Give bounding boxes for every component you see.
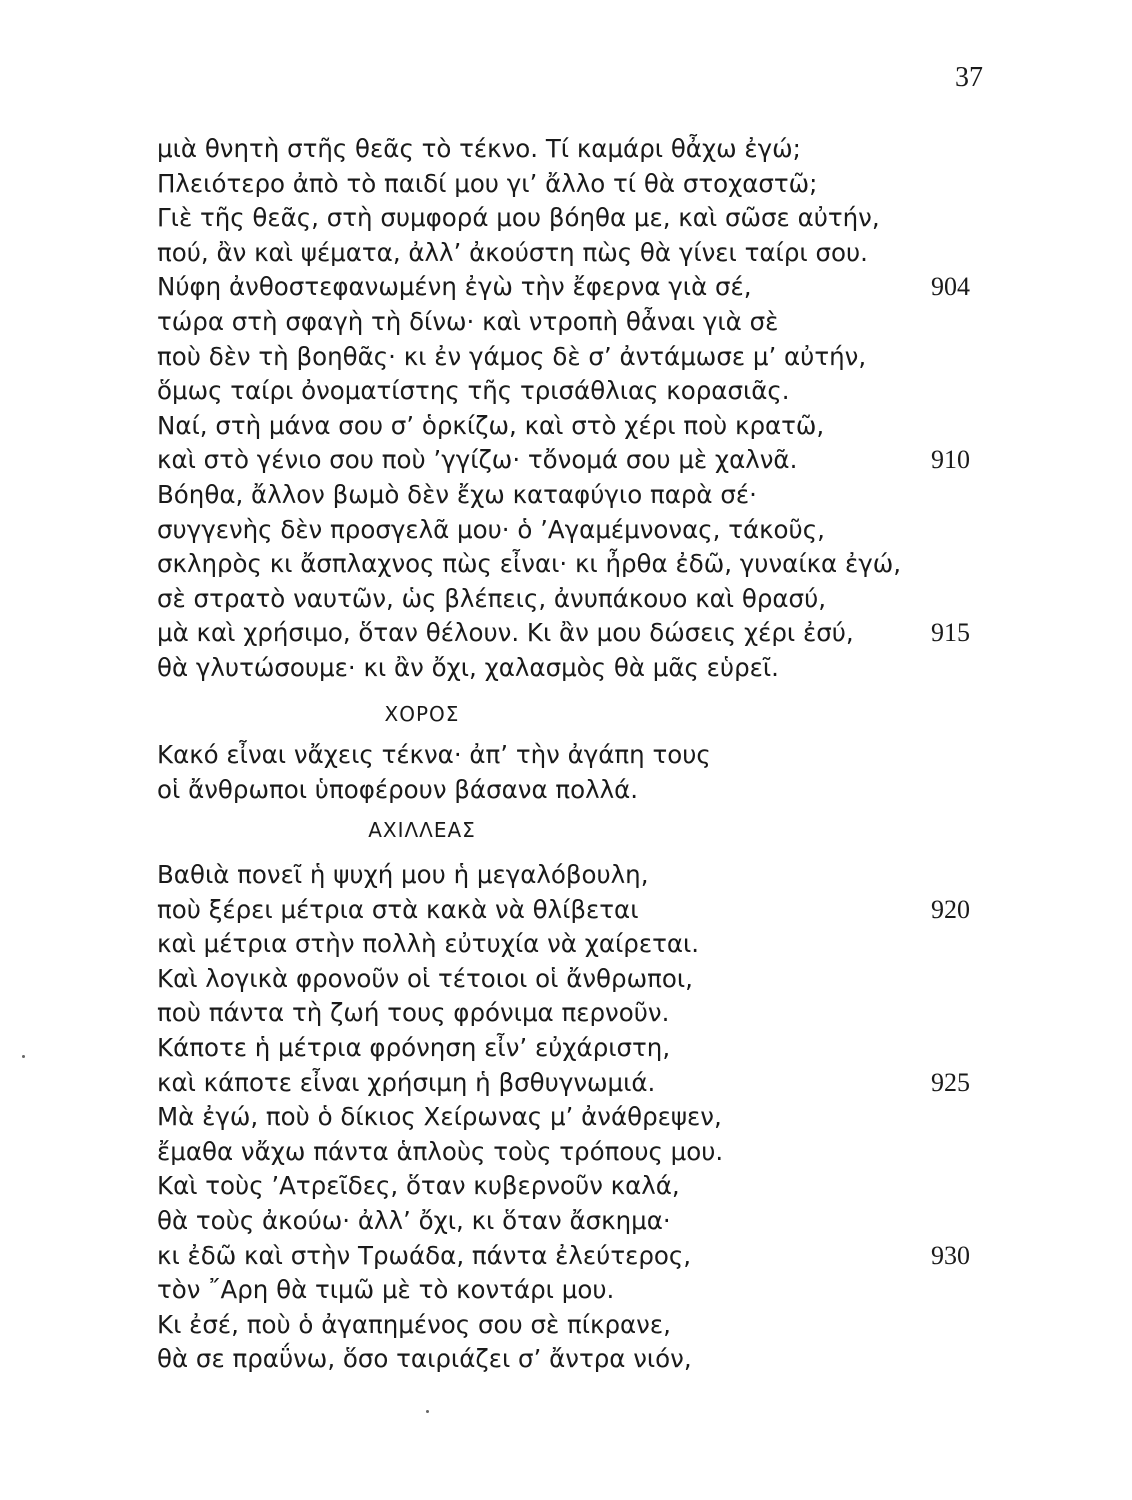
verse-line: [157, 1100, 987, 1135]
verse-line: [157, 443, 987, 478]
page-number: 37: [955, 62, 983, 93]
line-number: 920: [931, 894, 970, 924]
verse-text: συγγενὴς δὲν προσγελᾶ μου· ὁ ’Αγαμέμνονας, τάκοῦς,: [157, 514, 825, 544]
verse-text: ἔμαθα νἄχω πάντα ἁπλοὺς τοὺς τρόπους μου.: [157, 1136, 724, 1166]
verse-line: [157, 409, 987, 444]
verse-text: κι ἐδῶ καὶ στὴν Τρωάδα, πάντα ἐλεύτερος,: [157, 1240, 692, 1270]
verse-line: [157, 340, 987, 375]
verse-line: [157, 201, 987, 236]
verse-line: [157, 1169, 987, 1204]
verse-text: τὸν ῎Αρη θὰ τιμῶ μὲ τὸ κοντάρι μου.: [157, 1275, 615, 1305]
verse-text: Πλειότερο ἀπὸ τὸ παιδί μου γι’ ἄλλο τί θὰ στοχαστῶ;: [157, 168, 818, 198]
speaker-chorus: ΧΟΡΟΣ: [384, 702, 460, 726]
verse-line: [157, 1135, 987, 1170]
verse-text: καὶ στὸ γένιο σου ποὺ ’γγίζω· τὄνομά σου μὲ χαλνᾶ.: [157, 445, 798, 475]
verse-text: ποὺ ξέρει μέτρια στὰ κακὰ νὰ θλίβεται: [157, 894, 639, 924]
verse-text: Κακό εἶναι νἄχεις τέκνα· ἀπ’ τὴν ἀγάπη τους: [157, 740, 711, 769]
stray-mark: [426, 1410, 429, 1413]
verse-text: Γιὲ τῆς θεᾶς, στὴ συμφορά μου βόηθα με, καὶ σῶσε αὐτήν,: [157, 203, 880, 233]
verse-text: θὰ σε πραΰνω, ὅσο ταιριάζει σ’ ἄντρα νιόν,: [157, 1344, 692, 1374]
verse-line: [157, 1031, 987, 1066]
verse-line: [157, 738, 987, 773]
verse-line: [157, 893, 987, 928]
verse-line: [157, 478, 987, 513]
verse-text: ποὺ δὲν τὴ βοηθᾶς· κι ἐν γάμος δὲ σ’ ἀντάμωσε μ’ αὐτήν,: [157, 341, 867, 371]
verse-line: [157, 858, 987, 893]
verse-line: [157, 236, 987, 271]
verse-line: [157, 547, 987, 582]
verse-text: ὅμως ταίρι ὀνοματίστης τῆς τρισάθλιας κορασιᾶς.: [157, 376, 790, 406]
verse-text: σκληρὸς κι ἄσπλαχνος πὼς εἶναι· κι ἦρθα ἐδῶ, γυναίκα ἐγώ,: [157, 549, 902, 579]
verse-text: Κάποτε ἡ μέτρια φρόνηση εἶν’ εὐχάριστη,: [157, 1032, 671, 1062]
verse-text: καὶ μέτρια στὴν πολλὴ εὐτυχία νὰ χαίρεται.: [157, 929, 700, 959]
verse-text: οἱ ἄνθρωποι ὑποφέρουν βάσανα πολλά.: [157, 774, 639, 804]
verse-text: Βαθιὰ πονεῖ ἡ ψυχή μου ἡ μεγαλόβουλη,: [157, 860, 649, 889]
verse-line: [157, 651, 987, 686]
verse-text: Βόηθα, ἄλλον βωμὸ δὲν ἔχω καταφύγιο παρὰ σέ·: [157, 479, 757, 509]
verse-text: μὰ καὶ χρήσιμο, ὅταν θέλουν. Κι ἂν μου δώσεις χέρι ἐσύ,: [157, 618, 854, 648]
line-number: 915: [931, 618, 970, 648]
verse-text: μιὰ θνητὴ στῆς θεᾶς τὸ τέκνο. Τί καμάρι θἆχω ἐγώ;: [157, 134, 801, 163]
line-number: 930: [931, 1240, 970, 1270]
verse-text: σὲ στρατὸ ναυτῶν, ὡς βλέπεις, ἀνυπάκουο καὶ θρασύ,: [157, 583, 827, 613]
verse-line: [157, 996, 987, 1031]
verse-line: [157, 132, 987, 167]
verse-line: [157, 1342, 987, 1377]
verse-line: [157, 773, 987, 808]
line-number: 904: [931, 272, 970, 302]
verse-text: θὰ τοὺς ἀκούω· ἀλλ’ ὄχι, κι ὅταν ἄσκημα·: [157, 1205, 671, 1235]
verse-section-1: [157, 132, 987, 686]
verse-text: καὶ κάποτε εἶναι χρήσιμη ἡ βσθυγνωμιά.: [157, 1067, 656, 1097]
verse-text: Καὶ λογικὰ φρονοῦν οἱ τέτοιοι οἱ ἄνθρωποι,: [157, 963, 693, 993]
line-number: 925: [931, 1067, 970, 1097]
verse-text: Μὰ ἐγώ, ποὺ ὁ δίκιος Χείρωνας μ’ ἀνάθρεψεν,: [157, 1102, 722, 1132]
line-number: 910: [931, 445, 970, 475]
verse-line: [157, 1204, 987, 1239]
verse-line: [157, 616, 987, 651]
verse-line: [157, 305, 987, 340]
verse-section-achilles: [157, 858, 987, 1377]
verse-line: [157, 270, 987, 305]
verse-text: θὰ γλυτώσουμε· κι ἂν ὄχι, χαλασμὸς θὰ μᾶς εὑρεῖ.: [157, 652, 779, 682]
verse-line: [157, 1308, 987, 1343]
verse-line: [157, 1239, 987, 1274]
verse-line: [157, 927, 987, 962]
verse-line: [157, 513, 987, 548]
verse-line: [157, 374, 987, 409]
stray-mark: [22, 1055, 25, 1058]
verse-text: Ναί, στὴ μάνα σου σ’ ὁρκίζω, καὶ στὸ χέρι ποὺ κρατῶ,: [157, 410, 825, 440]
verse-line: [157, 962, 987, 997]
speaker-achilles: ΑΧΙΛΛΕΑΣ: [368, 818, 476, 842]
verse-section-chorus: [157, 738, 987, 807]
verse-text: τώρα στὴ σφαγὴ τὴ δίνω· καὶ ντροπὴ θἆναι γιὰ σὲ: [157, 306, 779, 336]
verse-line: [157, 582, 987, 617]
verse-line: [157, 1066, 987, 1101]
verse-text: Καὶ τοὺς ’Ατρεῖδες, ὅταν κυβερνοῦν καλά,: [157, 1171, 680, 1201]
verse-line: [157, 1273, 987, 1308]
verse-line: [157, 167, 987, 202]
verse-text: Νύφη ἀνθοστεφανωμένη ἐγὼ τὴν ἔφερνα γιὰ σέ,: [157, 272, 752, 302]
verse-text: Κι ἐσέ, ποὺ ὁ ἀγαπημένος σου σὲ πίκρανε,: [157, 1309, 671, 1339]
verse-text: ποὺ πάντα τὴ ζωή τους φρόνιμα περνοῦν.: [157, 998, 670, 1028]
verse-text: πού, ἂν καὶ ψέματα, ἀλλ’ ἀκούστη πὼς θὰ γίνει ταίρι σου.: [157, 237, 868, 267]
